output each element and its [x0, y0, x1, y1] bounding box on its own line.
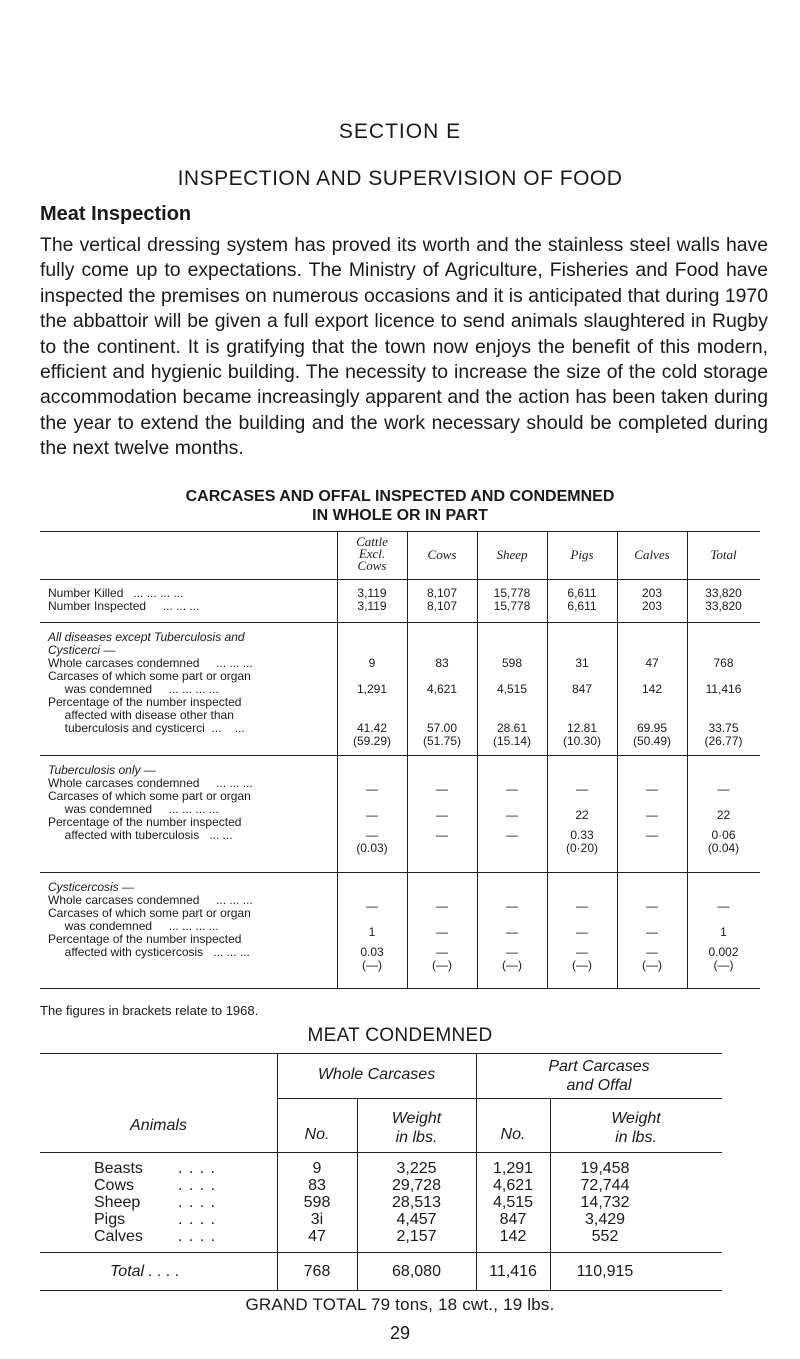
group1-title-a: All diseases except Tuberculosis and: [48, 630, 245, 644]
header-sheep: Sheep: [496, 547, 528, 562]
part-weight-cell: 552: [591, 1228, 619, 1245]
part-weight-cell: 3,429: [584, 1211, 626, 1228]
header-whole-no: No.: [304, 1126, 330, 1143]
row-label-inspected: Number Inspected ... ... ...: [48, 599, 200, 613]
part-weight-cell: 110,915: [576, 1263, 634, 1280]
group1-whole-label: Whole carcases condemned ... ... ...: [48, 656, 253, 670]
part-no-cell: 1,291: [492, 1160, 534, 1177]
group3-title: Cysticercosis —: [48, 880, 135, 894]
table1-title: [0, 487, 800, 525]
meat-inspection-heading: Meat Inspection: [40, 203, 192, 225]
header-part-carcases: Part Carcases and Offal: [548, 1058, 650, 1094]
header-cattle: Cattle Excl. Cows: [356, 534, 388, 573]
header-whole-carcases: Whole Carcases: [317, 1066, 436, 1083]
meat-inspection-paragraph: The vertical dressing system has proved its worth and the stainless steel walls have fully come up to expectations. The Ministry of Agriculture, Fisheries and Food have inspected the premises on numerous occasions and it is anticipated that during 1970 the abbattoir will be given a full export licence to send animals slaughtered in Rugby to the continent. It is gratifying that the town now enjoys the benefit of this modern, efficient and hygienic building. The necessity to increase the size of the cold storage accommodation became increasingly apparent and the action has been taken during the year to extend the building and the work necessary should be completed during the next twelve months.: [40, 234, 768, 460]
group3-part-label-b: was condemned ... ... ... ...: [64, 919, 219, 933]
part-no-cell: 142: [499, 1228, 527, 1245]
group1-pct-label-a: Percentage of the number inspected: [48, 695, 242, 709]
row-label: Pigs: [94, 1211, 126, 1228]
whole-weight-cell: 68,080: [392, 1263, 441, 1280]
part-weight-cell: 19,458: [580, 1160, 630, 1177]
leader-dots: . . . .: [178, 1194, 217, 1211]
total-label: Total . . . .: [110, 1263, 180, 1280]
part-weight-cell: 14,732: [580, 1194, 630, 1211]
table1-rule: [40, 622, 760, 623]
brackets-note: The figures in brackets relate to 1968.: [40, 1003, 259, 1018]
grand-total: GRAND TOTAL 79 tons, 18 cwt., 19 lbs.: [245, 1295, 555, 1314]
whole-weight-cell: 2,157: [396, 1228, 437, 1245]
whole-no-cell: 768: [303, 1263, 331, 1280]
leader-dots: . . . .: [178, 1228, 217, 1245]
table1-rule: [40, 872, 760, 873]
main-title: INSPECTION AND SUPERVISION OF FOOD: [177, 167, 623, 190]
table2-group-rule: [277, 1098, 722, 1099]
whole-no-cell: 83: [308, 1177, 326, 1194]
group3-pct-label-a: Percentage of the number inspected: [48, 932, 242, 946]
whole-weight-cell: 3,225: [396, 1160, 437, 1177]
header-part-no: No.: [500, 1126, 526, 1143]
row-label: Beasts: [94, 1160, 143, 1177]
table1-title-line1: CARCASES AND OFFAL INSPECTED AND CONDEMNED: [185, 488, 615, 505]
row-label: Sheep: [94, 1194, 141, 1211]
part-no-cell: 4,515: [492, 1194, 534, 1211]
group1-part-label-a: Carcases of which some part or organ: [48, 669, 251, 683]
part-no-cell: 847: [499, 1211, 527, 1228]
whole-weight-cell: 4,457: [396, 1211, 437, 1228]
group1-title-b: Cysticerci —: [48, 643, 116, 657]
row-label-killed: Number Killed ... ... ... ...: [48, 586, 184, 600]
whole-weight-cell: 29,728: [392, 1177, 441, 1194]
leader-dots: . . . .: [178, 1160, 217, 1177]
group2-pct-label-a: Percentage of the number inspected: [48, 815, 242, 829]
group2-pct-label-b: affected with tuberculosis ... ...: [64, 828, 233, 842]
group2-part-label-b: was condemned ... ... ... ...: [64, 802, 219, 816]
part-no-cell: 4,621: [492, 1177, 534, 1194]
header-total: Total: [710, 547, 737, 562]
group1-pct-label-b: affected with disease other than: [64, 708, 234, 722]
whole-no-cell: 47: [308, 1228, 326, 1245]
group2-whole-label: Whole carcases condemned ... ... ...: [48, 776, 253, 790]
leader-dots: . . . .: [178, 1177, 217, 1194]
whole-no-cell: 3i: [310, 1211, 324, 1228]
whole-no-cell: 9: [312, 1160, 322, 1177]
meat-condemned-title: MEAT CONDEMNED: [307, 1025, 493, 1046]
group3-pct-label-b: affected with cysticercosis ... ... ...: [64, 945, 250, 959]
group1-part-label-b: was condemned ... ... ... ...: [64, 682, 219, 696]
carcases-table: Cattle Excl. Cows Cows Sheep Pigs Calves Total Number Killed ... ... ... ... Number Inspected ... ... ... 3,119 8,107 15,778 6,611 203 33,820 3,119 8,107 15,778 6,611 203 33,820 All diseases except Tuberculosis and Cysticerci — Whole carcases condemned ... ... ... Carcases of which some part or organ was condemned ... ... ... ... Percentage of the number inspected affected with disease other than tuberculosis and cysticerci ... ... 9 83 598 31 47 768 1,291 4,621 4,515 847 142 11,416 41.42 57.00 28.61 12.81 69.95 33.75 (59.29) (51.75) (15.14) (10.30) (50.49) (26.77) Tuberculosis only — Whole carcases condemned ... ... ... Carcases of which some part or organ was condemned ... ... ... ... Percentage of the number inspected affected with tuberculosis ... ... — — — — — — — — — 22 — 22 — — — 0.33 — 0·06 (0.03) (0·20) (0.04) Cysticercosis — Whole carcases condemned ... ... ... Carcases of which some part or organ was condemned ... ... ... ... Percentage of the number inspected affected with cysticercosis ... ... ... — — — — — — 1 — — — — 1 0.03 — — — — 0.002 (—) (—) (—) (—) (—) (—): [40, 531, 760, 989]
meat-condemned-table: [40, 1053, 722, 1291]
group1-pct-label-c: tuberculosis and cysticerci ... ...: [64, 721, 245, 735]
group2-part-label-a: Carcases of which some part or organ: [48, 789, 251, 803]
row-label: Calves: [94, 1228, 143, 1245]
table1-title-line2: IN WHOLE OR IN PART: [312, 507, 488, 524]
part-no-cell: 11,416: [489, 1263, 537, 1280]
group3-whole-label: Whole carcases condemned ... ... ...: [48, 893, 253, 907]
header-animals: Animals: [130, 1117, 187, 1134]
whole-no-cell: 598: [303, 1194, 331, 1211]
header-whole-weight: Weight in lbs.: [391, 1110, 442, 1146]
header-calves: Calves: [634, 547, 670, 562]
header-pigs: Pigs: [570, 547, 594, 562]
table1-rule: [40, 755, 760, 756]
group3-part-label-a: Carcases of which some part or organ: [48, 906, 251, 920]
part-weight-cell: 72,744: [580, 1177, 630, 1194]
header-cows: Cows: [427, 547, 457, 562]
page-number: 29: [389, 1323, 411, 1343]
header-part-weight: Weight in lbs.: [611, 1110, 661, 1146]
leader-dots: . . . .: [178, 1211, 217, 1228]
whole-weight-cell: 28,513: [392, 1194, 441, 1211]
table2-header-rule: [40, 1152, 722, 1153]
group2-title: Tuberculosis only —: [48, 763, 156, 777]
table2-total-rule: [40, 1252, 722, 1253]
table1-header-rule: [40, 579, 760, 580]
row-label: Cows: [94, 1177, 135, 1194]
section-title: SECTION E: [338, 120, 462, 143]
